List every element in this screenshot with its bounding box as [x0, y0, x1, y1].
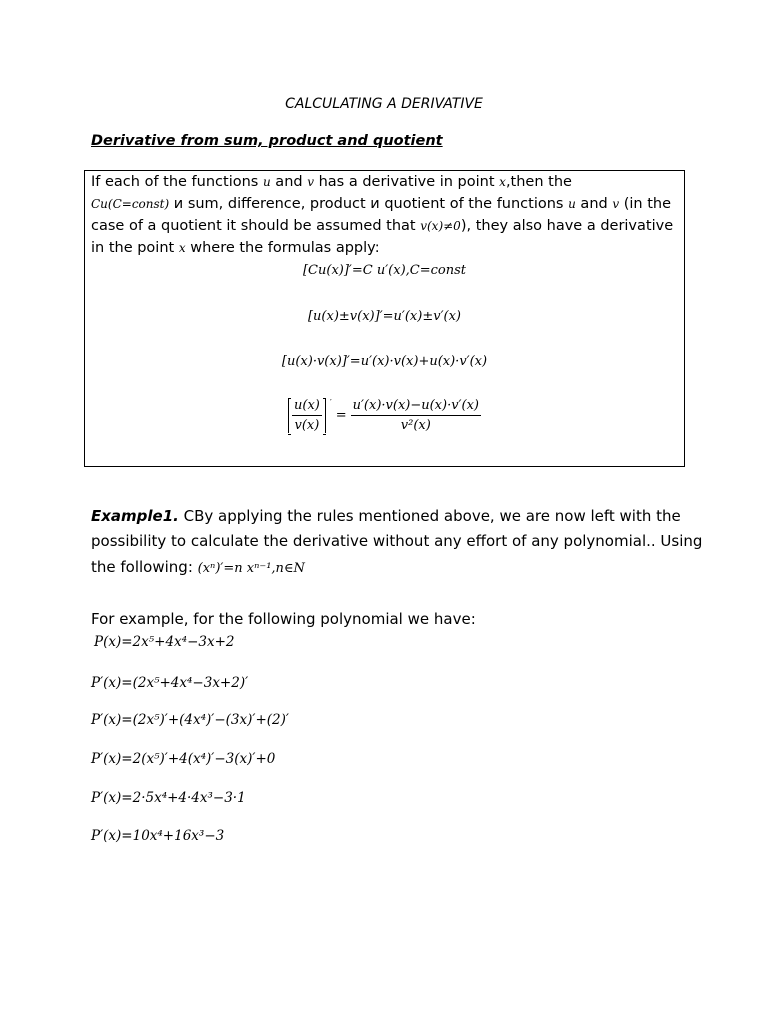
example-label: Example1.: [91, 507, 179, 525]
quotient-left-denominator: v(x): [294, 418, 320, 433]
section-heading: Derivative from sum, product and quotient: [91, 133, 443, 149]
polynomial-step-4: P′(x)=2(x⁵)′+4(x⁴)′−3(x)′+0: [91, 751, 276, 767]
formula-quotient: $\frac{u(x)}{v(x)}$ ′ = $\frac{u'(x)\cdot v(x)-u(x)\cdot v'(x)}{\text{v²(x)}}$: [84, 398, 685, 433]
formula-sum-difference: [u(x)±v(x)]′=u′(x)±v′(x): [307, 309, 461, 324]
example-line-1: Example1. CBy applying the rules mentioned above, we are now left with the: [91, 507, 681, 525]
polynomial-step-5: P′(x)=2·5x⁴+4·4x³−3·1: [91, 790, 246, 806]
example-line-2: possibility to calculate the derivative without any effort of any polynomial.. Using: [91, 532, 703, 550]
polynomial-step-6: P′(x)=10x⁴+16x³−3: [91, 828, 225, 844]
quotient-bracket: [288, 398, 326, 433]
box-line-3: case of a quotient it should be assumed that v(x)≠0), they also have a derivative: [91, 218, 674, 234]
example-line-3: the following: (xⁿ)′=n xⁿ⁻¹,n∈N: [91, 558, 305, 576]
polynomial-step-3: P′(x)=(2x⁵)′+(4x⁴)′−(3x)′+(2)′: [91, 712, 289, 728]
quotient-left-numerator: u(x): [292, 398, 322, 416]
polynomial-step-1: P(x)=2x⁵+4x⁴−3x+2: [94, 634, 235, 650]
box-line-1: If each of the functions u and v has a derivative in point x,then the: [91, 174, 572, 190]
polynomial-step-2: P′(x)=(2x⁵+4x⁴−3x+2)′: [91, 675, 249, 691]
example-intro: For example, for the following polynomial we have:: [91, 610, 476, 628]
page-title: CALCULATING A DERIVATIVE: [285, 96, 483, 112]
box-line-2: Cu(C=const) и sum, difference, product и quotient of the functions u and v (in the: [91, 196, 671, 212]
quotient-right-numerator: u′(x)·v(x)−u(x)·v′(x): [351, 398, 481, 416]
formula-constant-multiple: [Cu(x)]′=C u′(x),C=const: [302, 263, 466, 278]
quotient-right-denominator: v²(x): [400, 418, 431, 433]
box-line-4: in the point x where the formulas apply:: [91, 240, 380, 256]
formula-product: [u(x)·v(x)]′=u′(x)·v(x)+u(x)·v′(x): [281, 354, 488, 369]
quotient-equals: =: [335, 408, 347, 423]
